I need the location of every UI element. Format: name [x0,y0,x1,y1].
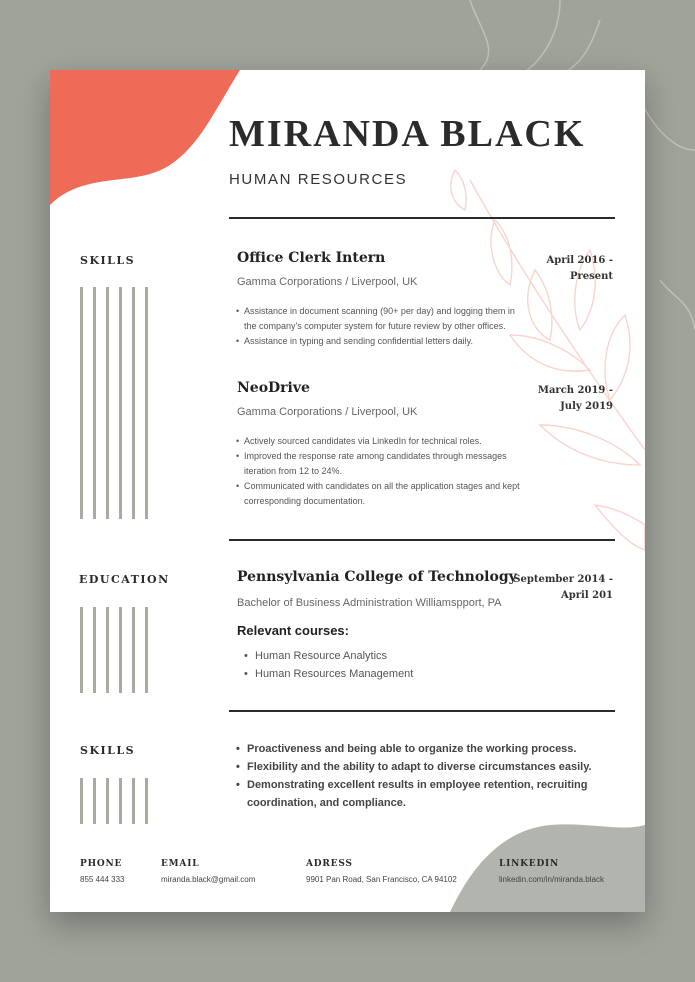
job-bullets [236,304,521,349]
candidate-name: MIRANDA BLACK [229,113,586,155]
phone-value: 855 444 333 [80,875,125,884]
skill-bars [80,287,148,519]
resume-page [50,70,645,912]
list-item: • Proactiveness and being able to organize the working process. [233,740,593,758]
job-company: Gamma Corporations / Liverpool, UK [237,276,418,288]
email-link[interactable]: miranda.black@gmail.com [161,875,256,884]
degree: Bachelor of Business Administration Williamspport, PA [237,597,502,609]
job-bullets [236,434,521,509]
address-label: ADRESS [306,859,353,869]
candidate-role: HUMAN RESOURCES [229,171,408,188]
courses-list [237,647,413,683]
education-bars [80,607,148,693]
email-label: EMAIL [161,859,200,869]
linkedin-link[interactable]: linkedin.com/in/miranda.black [499,875,604,884]
section-label-education: EDUCATION [79,573,170,586]
list-item: • Improved the response rate among candidates through messages iteration from 12 to 24%. [236,449,521,479]
list-item: • Actively sourced candidates via LinkedIn for technical roles. [236,434,521,449]
skills-bars [80,778,148,824]
header-divider [229,217,615,219]
list-item: • Communicated with candidates on all the application stages and kept corresponding documentation. [236,479,521,509]
job-title: NeoDrive [237,380,310,396]
job-date: April 2016 - Present [546,255,613,282]
courses-heading: Relevant courses: [237,623,349,638]
list-item: • Assistance in typing and sending confidential letters daily. [236,334,521,349]
job-date: March 2019 - July 2019 [537,385,613,412]
phone-label: PHONE [80,859,123,869]
section-divider [229,539,615,541]
linkedin-label: LINKEDIN [499,859,560,869]
accent-blob-shape [50,70,240,205]
list-item: • Human Resource Analytics [237,647,413,665]
address-value: 9901 Pan Road, San Francisco, CA 94102 [306,875,457,884]
section-label-skills: SKILLS [80,744,136,757]
list-item: • Assistance in document scanning (90+ per day) and logging them in the company's computer system for future review by other offices. [236,304,521,334]
list-item: • Human Resources Management [237,665,413,683]
job-company: Gamma Corporations / Liverpool, UK [237,406,418,418]
school-name: Pennsylvania College of Technology [237,569,517,585]
section-divider [229,710,615,712]
skills-list [233,740,593,812]
section-label-skills: SKILLS [80,254,136,267]
list-item: • Demonstrating excellent results in employee retention, recruiting coordination, and compliance. [233,776,593,812]
education-date: September 2014 - April 201 [513,574,613,601]
job-title: Office Clerk Intern [237,250,386,266]
list-item: • Flexibility and the ability to adapt to diverse circumstances easily. [233,758,593,776]
